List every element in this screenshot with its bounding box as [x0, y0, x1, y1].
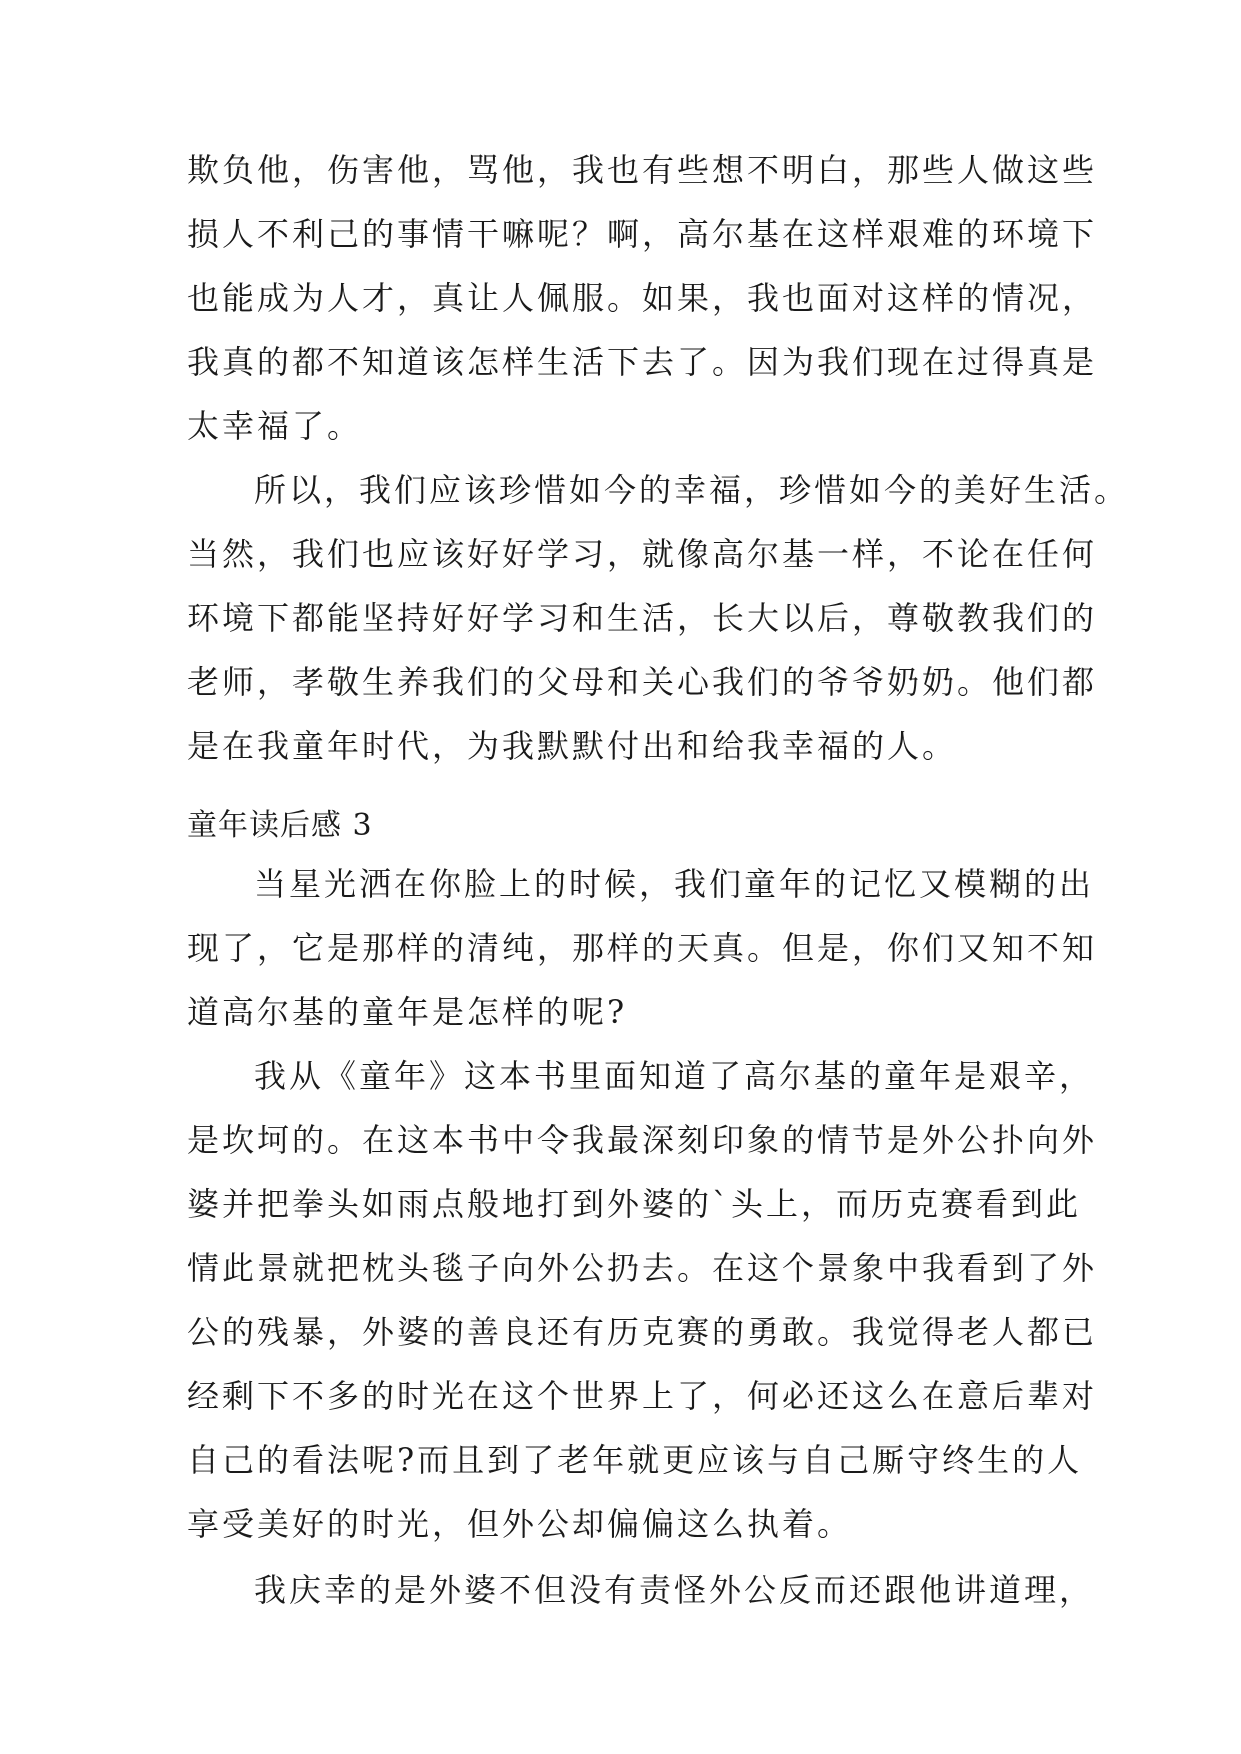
paragraph-line: 道高尔基的童年是怎样的呢? — [187, 993, 628, 1031]
section-heading: 童年读后感 3 — [187, 808, 373, 843]
paragraph-line: 环境下都能坚持好好学习和生活，长大以后，尊敬教我们的 — [187, 599, 1098, 637]
paragraph-line: 婆并把拳头如雨点般地打到外婆的`头上，而历克赛看到此 — [187, 1185, 1082, 1223]
paragraph-line: 现了，它是那样的清纯，那样的天真。但是，你们又知不知 — [187, 929, 1098, 967]
paragraph-line: 是坎坷的。在这本书中令我最深刻印象的情节是外公扑向外 — [187, 1121, 1098, 1159]
paragraph-line: 也能成为人才，真让人佩服。如果，我也面对这样的情况， — [187, 279, 1098, 317]
paragraph-line: 损人不利己的事情干嘛呢？啊，高尔基在这样艰难的环境下 — [187, 215, 1098, 253]
paragraph-line: 情此景就把枕头毯子向外公扔去。在这个景象中我看到了外 — [187, 1249, 1098, 1287]
paragraph-line: 我庆幸的是外婆不但没有责怪外公反而还跟他讲道理， — [254, 1571, 1095, 1609]
paragraph-line: 当星光洒在你脸上的时候，我们童年的记忆又模糊的出 — [254, 865, 1095, 903]
paragraph-line: 我真的都不知道该怎样生活下去了。因为我们现在过得真是 — [187, 343, 1098, 381]
paragraph-line: 当然，我们也应该好好学习，就像高尔基一样，不论在任何 — [187, 535, 1098, 573]
paragraph-line: 是在我童年时代，为我默默付出和给我幸福的人。 — [187, 727, 958, 765]
paragraph-line: 自己的看法呢?而且到了老年就更应该与自己厮守终生的人 — [187, 1441, 1083, 1479]
paragraph-line: 享受美好的时光，但外公却偏偏这么执着。 — [187, 1505, 853, 1543]
paragraph-line: 公的残暴，外婆的善良还有历克赛的勇敢。我觉得老人都已 — [187, 1313, 1098, 1351]
paragraph-line: 太幸福了。 — [187, 407, 363, 445]
paragraph-line: 经剩下不多的时光在这个世界上了，何必还这么在意后辈对 — [187, 1377, 1098, 1415]
paragraph-line: 所以，我们应该珍惜如今的幸福，珍惜如今的美好生活。 — [254, 471, 1130, 509]
paragraph-line: 老师，孝敬生养我们的父母和关心我们的爷爷奶奶。他们都 — [187, 663, 1098, 701]
paragraph-line: 欺负他，伤害他，骂他，我也有些想不明白，那些人做这些 — [187, 151, 1098, 189]
paragraph-line: 我从《童年》这本书里面知道了高尔基的童年是艰辛， — [254, 1057, 1095, 1095]
